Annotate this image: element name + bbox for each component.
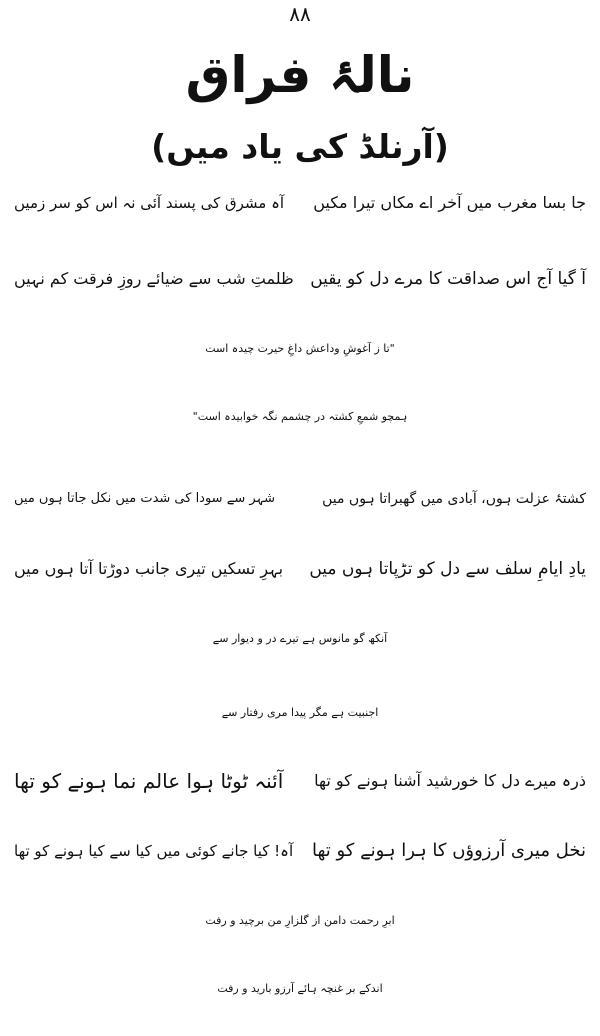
verse-line: اجنبیت ہے مگر پیدا مری رفتار سے: [221, 706, 379, 719]
persian-couplet-line: ابرِ رحمت دامن از گلزارِ من برچید و رفت: [205, 914, 395, 927]
verse-line: آئنہ ٹوٹا ہوا عالم نما ہونے کو تھا: [14, 769, 284, 793]
verse-line: بہرِ تسکیں تیری جانب دوڑتا آتا ہوں میں: [14, 559, 284, 578]
persian-couplet-line: ہمچو شمعِ کشتہ در چشمم نگہ خوابیدہ است": [192, 410, 408, 423]
verse-line: ظلمتِ شب سے ضیائے روزِ فرقت کم نہیں: [14, 269, 294, 288]
persian-couplet-line: "تا ز آغوشِ وداعش داغِ حیرت چیدہ است: [205, 342, 395, 355]
verse-line: یادِ ایامِ سلف سے دل کو تڑپاتا ہوں میں: [309, 559, 586, 579]
verse-line: آنکھ گو مانوس ہے تیرے در و دیوار سے: [212, 632, 388, 645]
poem-subtitle: (آرنلڈ کی یاد میں): [151, 127, 449, 166]
poem-title: نالۂ فراق: [185, 46, 415, 104]
verse-line: نخل میری آرزوؤں کا ہرا ہونے کو تھا: [312, 840, 586, 861]
verse-line: جا بسا مغرب میں آخر اے مکاں تیرا مکیں: [313, 193, 586, 212]
verse-line: کشتۂ عزلت ہوں، آبادی میں گھبراتا ہوں میں: [322, 491, 586, 507]
page-number: ۸۸: [289, 2, 311, 26]
verse-line: آ گیا آج اس صداقت کا مرے دل کو یقیں: [310, 269, 586, 289]
verse-line: آہ مشرق کی پسند آئی نہ اس کو سر زمیں: [14, 194, 285, 212]
verse-line: ذرہ میرے دل کا خورشید آشنا ہونے کو تھا: [314, 771, 586, 790]
verse-line: آہ! کیا جانے کوئی میں کیا سے کیا ہونے کو تھا: [14, 842, 294, 860]
verse-line: شہر سے سودا کی شدت میں نکل جاتا ہوں میں: [14, 491, 276, 506]
persian-couplet-line: اندکے بر غنچہ ہائے آرزو بارید و رفت: [217, 982, 383, 995]
